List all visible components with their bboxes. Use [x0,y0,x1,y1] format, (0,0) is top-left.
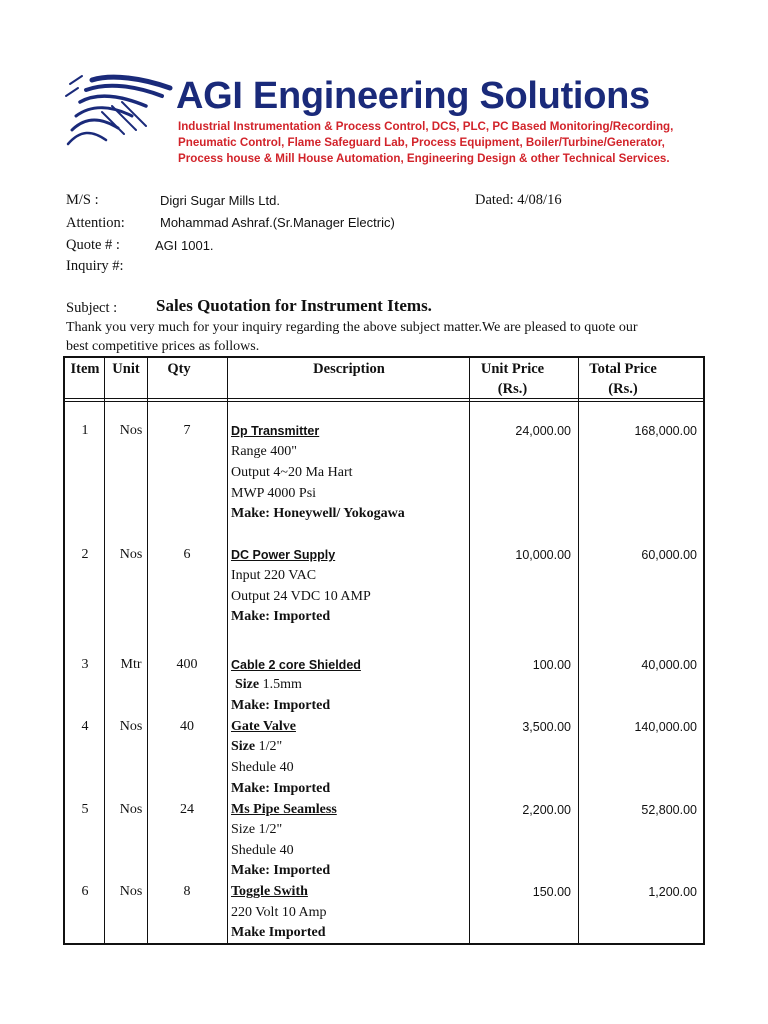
row-unit: Nos [119,884,143,899]
intro-text-line-1: Thank you very much for your inquiry regarding the above subject matter.We are pleased to quote our [66,320,638,335]
column-divider [104,358,105,943]
attention-label: Attention: [66,215,125,231]
row-make: Make: Imported [231,698,331,713]
row-make: Make: Imported [231,863,331,878]
quote-label: Quote # : [66,237,120,253]
row-detail: Output 4~20 Ma Hart [231,465,353,480]
row-total-price: 40,000.00 [641,658,697,672]
attention-value: Mohammad Ashraf.(Sr.Manager Electric) [160,215,395,230]
row-detail: Size 1/2" [231,822,283,837]
row-title: Dp Transmitter [231,424,320,438]
col-header-unit-price-currency: (Rs.) [497,381,528,397]
row-unit-price: 10,000.00 [515,548,571,562]
col-header-total-price-currency: (Rs.) [608,381,638,397]
row-total-price: 168,000.00 [634,424,697,438]
col-header-total-price: Total Price [589,361,657,377]
row-make: Make: Imported [231,781,331,796]
row-item-number: 4 [81,719,89,734]
row-unit: Mtr [120,657,142,672]
row-size-label: Size [235,677,260,692]
row-item-number: 3 [81,657,89,672]
row-qty: 7 [183,423,191,438]
row-size [235,675,302,695]
row-unit-price: 24,000.00 [515,424,571,438]
row-qty: 40 [180,719,194,734]
row-make: Make: Honeywell/ Yokogawa [231,506,405,521]
row-total-price: 60,000.00 [641,548,697,562]
col-header-description: Description [313,361,385,377]
row-size-value: 1.5mm [262,677,302,692]
row-size-value: 1/2" [258,739,283,754]
col-header-item: Item [70,361,100,377]
col-header-qty: Qty [167,361,191,377]
subject-label: Subject : [66,300,118,316]
row-qty: 6 [183,547,191,562]
row-total-price: 1,200.00 [648,885,697,899]
row-size-label: Size [231,739,256,754]
col-header-unit: Unit [112,361,140,377]
column-divider [578,358,579,943]
header-divider-double [65,401,703,402]
row-qty: 400 [176,657,198,672]
row-title: Gate Valve [231,719,296,734]
quotation-table [63,356,705,945]
row-make: Make: Imported [231,609,331,624]
row-unit-price: 150.00 [532,885,571,899]
row-unit: Nos [119,547,143,562]
ms-value: Digri Sugar Mills Ltd. [160,193,280,208]
row-item-number: 5 [81,802,89,817]
company-logo-swoosh-icon [62,72,174,150]
row-title: Toggle Swith [231,884,308,899]
services-line-1: Industrial Instrumentation & Process Control, DCS, PLC, PC Based Monitoring/Recording, [178,120,674,133]
column-divider [469,358,470,943]
row-make: Make Imported [231,925,326,940]
intro-text-line-2: best competitive prices as follows. [66,339,260,354]
row-detail: Input 220 VAC [231,568,317,583]
row-title: Ms Pipe Seamless [231,802,337,817]
services-line-3: Process house & Mill House Automation, Engineering Design & other Technical Services. [178,152,670,165]
row-qty: 8 [183,884,191,899]
row-detail: 220 Volt 10 Amp [231,905,327,920]
row-unit-price: 100.00 [532,658,571,672]
ms-label: M/S : [66,192,99,208]
quote-value: AGI 1001. [155,238,214,253]
row-item-number: 6 [81,884,89,899]
row-detail: Shedule 40 [231,760,294,775]
row-detail: Output 24 VDC 10 AMP [231,589,371,604]
row-total-price: 140,000.00 [634,720,697,734]
inquiry-label: Inquiry #: [66,258,124,274]
row-unit-price: 2,200.00 [522,803,571,817]
row-title: DC Power Supply [231,548,336,562]
row-unit-price: 3,500.00 [522,720,571,734]
row-item-number: 1 [81,423,89,438]
column-divider [227,358,228,943]
date-field: Dated: 4/08/16 [475,192,562,208]
row-item-number: 2 [81,547,89,562]
subject-value: Sales Quotation for Instrument Items. [156,296,432,315]
row-detail: Range 400" [231,444,297,459]
row-detail: MWP 4000 Psi [231,486,317,501]
row-unit: Nos [119,423,143,438]
services-line-2: Pneumatic Control, Flame Safeguard Lab, Process Equipment, Boiler/Turbine/Generator, [178,136,665,149]
row-qty: 24 [180,802,194,817]
row-title: Cable 2 core Shielded [231,658,361,672]
row-size [231,737,282,757]
row-total-price: 52,800.00 [641,803,697,817]
row-detail: Shedule 40 [231,843,294,858]
company-name: AGI Engineering Solutions [176,75,650,117]
row-unit: Nos [119,719,143,734]
col-header-unit-price: Unit Price [480,361,545,377]
row-unit: Nos [119,802,143,817]
column-divider [147,358,148,943]
